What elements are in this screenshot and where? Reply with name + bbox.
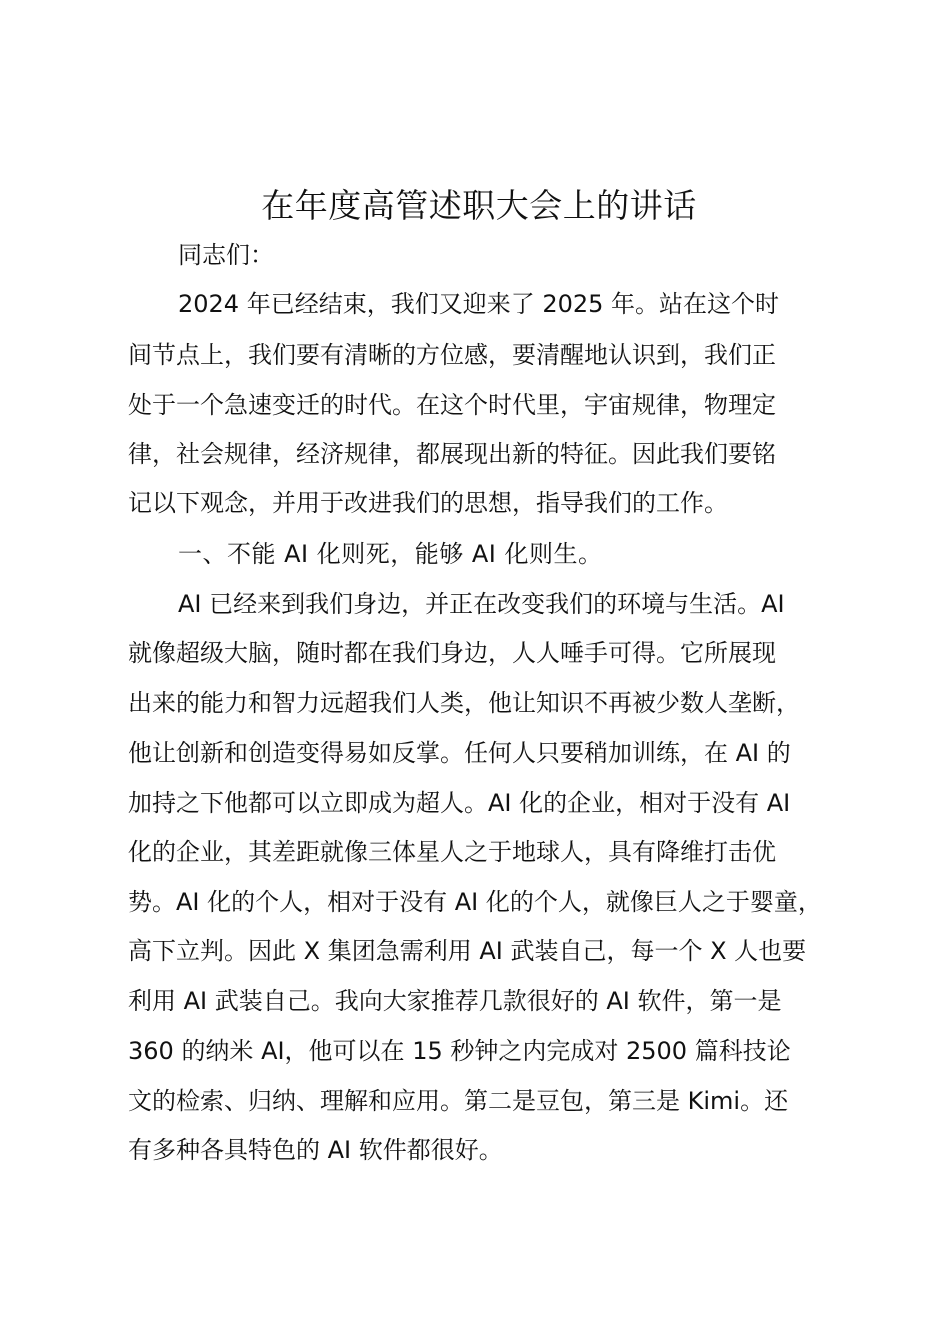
paragraph-line: 出来的能力和智力远超我们人类，他让知识不再被少数人垄断， <box>128 689 800 717</box>
paragraph-line: AI 已经来到我们身边，并正在改变我们的环境与生活。AI <box>178 590 785 618</box>
paragraph-line: 利用 AI 武装自己。我向大家推荐几款很好的 AI 软件，第一是 <box>128 987 782 1015</box>
paragraph-line: 360 的纳米 AI，他可以在 15 秒钟之内完成对 2500 篇科技论 <box>128 1037 791 1065</box>
paragraph-line: 记以下观念，并用于改进我们的思想，指导我们的工作。 <box>128 489 728 517</box>
salutation: 同志们： <box>178 241 274 269</box>
paragraph-line: 处于一个急速变迁的时代。在这个时代里，宇宙规律，物理定 <box>128 391 776 419</box>
paragraph-line: 文的检索、归纳、理解和应用。第二是豆包，第三是 Kimi。还 <box>128 1087 789 1115</box>
paragraph-line: 加持之下他都可以立即成为超人。AI 化的企业，相对于没有 AI <box>128 789 791 817</box>
document-title: 在年度高管述职大会上的讲话 <box>261 186 697 225</box>
paragraph-line: 势。AI 化的个人，相对于没有 AI 化的个人，就像巨人之于婴童， <box>128 888 822 916</box>
paragraph-line: 间节点上，我们要有清晰的方位感，要清醒地认识到，我们正 <box>128 341 776 369</box>
paragraph-line: 高下立判。因此 X 集团急需利用 AI 武装自己，每一个 X 人也要 <box>128 937 807 965</box>
paragraph-line: 2024 年已经结束，我们又迎来了 2025 年。站在这个时 <box>178 290 780 318</box>
paragraph-line: 化的企业，其差距就像三体星人之于地球人，具有降维打击优 <box>128 838 776 866</box>
paragraph-line: 律，社会规律，经济规律，都展现出新的特征。因此我们要铭 <box>128 440 776 468</box>
section-heading: 一、不能 AI 化则死，能够 AI 化则生。 <box>178 540 603 568</box>
paragraph-line: 他让创新和创造变得易如反掌。任何人只要稍加训练，在 AI 的 <box>128 739 791 767</box>
paragraph-line: 有多种各具特色的 AI 软件都很好。 <box>128 1136 503 1164</box>
paragraph-line: 就像超级大脑，随时都在我们身边，人人唾手可得。它所展现 <box>128 639 776 667</box>
